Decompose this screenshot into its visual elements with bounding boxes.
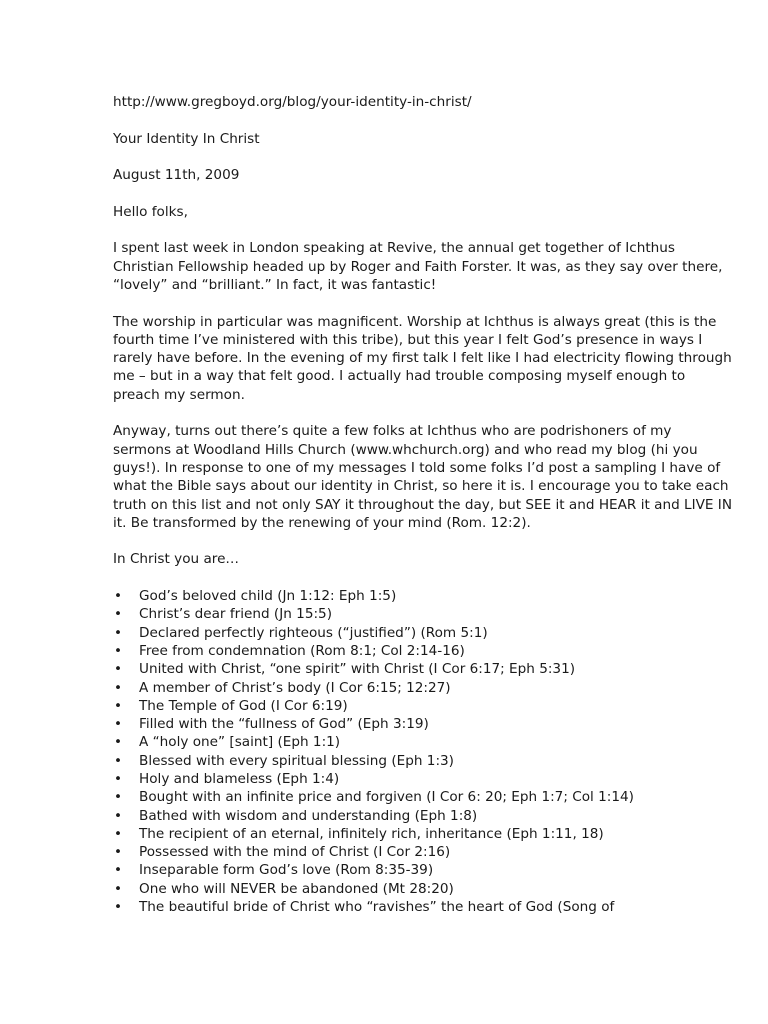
bullet-icon: • xyxy=(114,606,123,623)
bullet-icon: • xyxy=(114,825,123,842)
list-item: • United with Christ, “one spirit” with Christ (I Cor 6:17; Eph 5:31) xyxy=(114,661,576,678)
body-paragraph: I spent last week in London speaking at Revive, the annual get together of Ichthus Christian Fellowship headed up by Roger and Faith Forster. It was, as they say over there, “lovely” and “brilliant.” In fact, it was fantastic! xyxy=(113,240,723,293)
list-item: • Free from condemnation (Rom 8:1; Col 2:14-16) xyxy=(114,642,465,659)
bullet-icon: • xyxy=(114,624,123,641)
bullet-icon: • xyxy=(114,642,123,659)
bullet-icon: • xyxy=(114,697,123,714)
bullet-icon: • xyxy=(114,734,123,751)
document-date: August 11th, 2009 xyxy=(113,167,240,184)
bullet-icon: • xyxy=(114,862,123,879)
list-item: • Holy and blameless (Eph 1:4) xyxy=(114,770,340,787)
bullet-icon: • xyxy=(114,844,123,861)
list-item: • One who will NEVER be abandoned (Mt 28:20) xyxy=(114,880,454,897)
bullet-icon: • xyxy=(114,661,123,678)
list-item: • Blessed with every spiritual blessing (Eph 1:3) xyxy=(114,752,454,769)
list-item: • God’s beloved child (Jn 1:12: Eph 1:5) xyxy=(114,588,397,605)
list-item: • Christ’s dear friend (Jn 15:5) xyxy=(114,606,333,623)
bullet-icon: • xyxy=(114,770,123,787)
greeting: Hello folks, xyxy=(113,203,188,220)
list-intro: In Christ you are… xyxy=(113,551,240,568)
list-item: • A “holy one” [saint] (Eph 1:1) xyxy=(114,734,341,751)
bullet-icon: • xyxy=(114,716,123,733)
list-item: • Inseparable form God’s love (Rom 8:35-39) xyxy=(114,862,434,879)
body-paragraph: The worship in particular was magnificent. Worship at Ichthus is always great (this is the fourth time I’ve ministered with this tribe), but this year I felt God’s presence in ways I rarely have before. In the evening of my first talk I felt like I had electricity flowing through me – but in a way that felt good. I actually had trouble composing myself enough to preach my sermon. xyxy=(113,313,732,403)
bullet-icon: • xyxy=(114,880,123,897)
bullet-icon: • xyxy=(114,679,123,696)
document-page xyxy=(113,93,733,916)
body-paragraph: Anyway, turns out there’s quite a few folks at Ichthus who are podrishoners of my sermons at Woodland Hills Church (www.whchurch.org) and who read my blog (hi you guys!). In response to one of my messages I told some folks I’d post a sampling I have of what the Bible says about our identity in Christ, so here it is. I encourage you to take each truth on this list and not only SAY it throughout the day, but SEE it and HEAR it and LIVE IN it. Be transformed by the renewing of your mind (Rom. 12:2). xyxy=(113,423,732,531)
source-url: http://www.gregboyd.org/blog/your-identity-in-christ/ xyxy=(113,94,472,110)
list-item: • Bought with an infinite price and forgiven (I Cor 6: 20; Eph 1:7; Col 1:14) xyxy=(114,789,634,806)
bullet-icon: • xyxy=(114,789,123,806)
list-item: • The Temple of God (I Cor 6:19) xyxy=(114,697,348,714)
list-item: • Bathed with wisdom and understanding (Eph 1:8) xyxy=(114,807,478,824)
list-item: • A member of Christ’s body (I Cor 6:15; 12:27) xyxy=(114,679,451,696)
document-title: Your Identity In Christ xyxy=(113,130,260,147)
list-item: • Declared perfectly righteous (“justified”) (Rom 5:1) xyxy=(114,624,488,641)
bullet-icon: • xyxy=(114,899,123,916)
identity-list xyxy=(113,587,733,916)
list-item: • Possessed with the mind of Christ (I Cor 2:16) xyxy=(114,844,451,861)
bullet-icon: • xyxy=(114,752,123,769)
list-item: • The recipient of an eternal, infinitely rich, inheritance (Eph 1:11, 18) xyxy=(114,825,604,842)
bullet-icon: • xyxy=(114,588,123,605)
bullet-icon: • xyxy=(114,807,123,824)
list-item: • The beautiful bride of Christ who “ravishes” the heart of God (Song of xyxy=(114,899,615,916)
list-item: • Filled with the “fullness of God” (Eph 3:19) xyxy=(114,716,429,733)
